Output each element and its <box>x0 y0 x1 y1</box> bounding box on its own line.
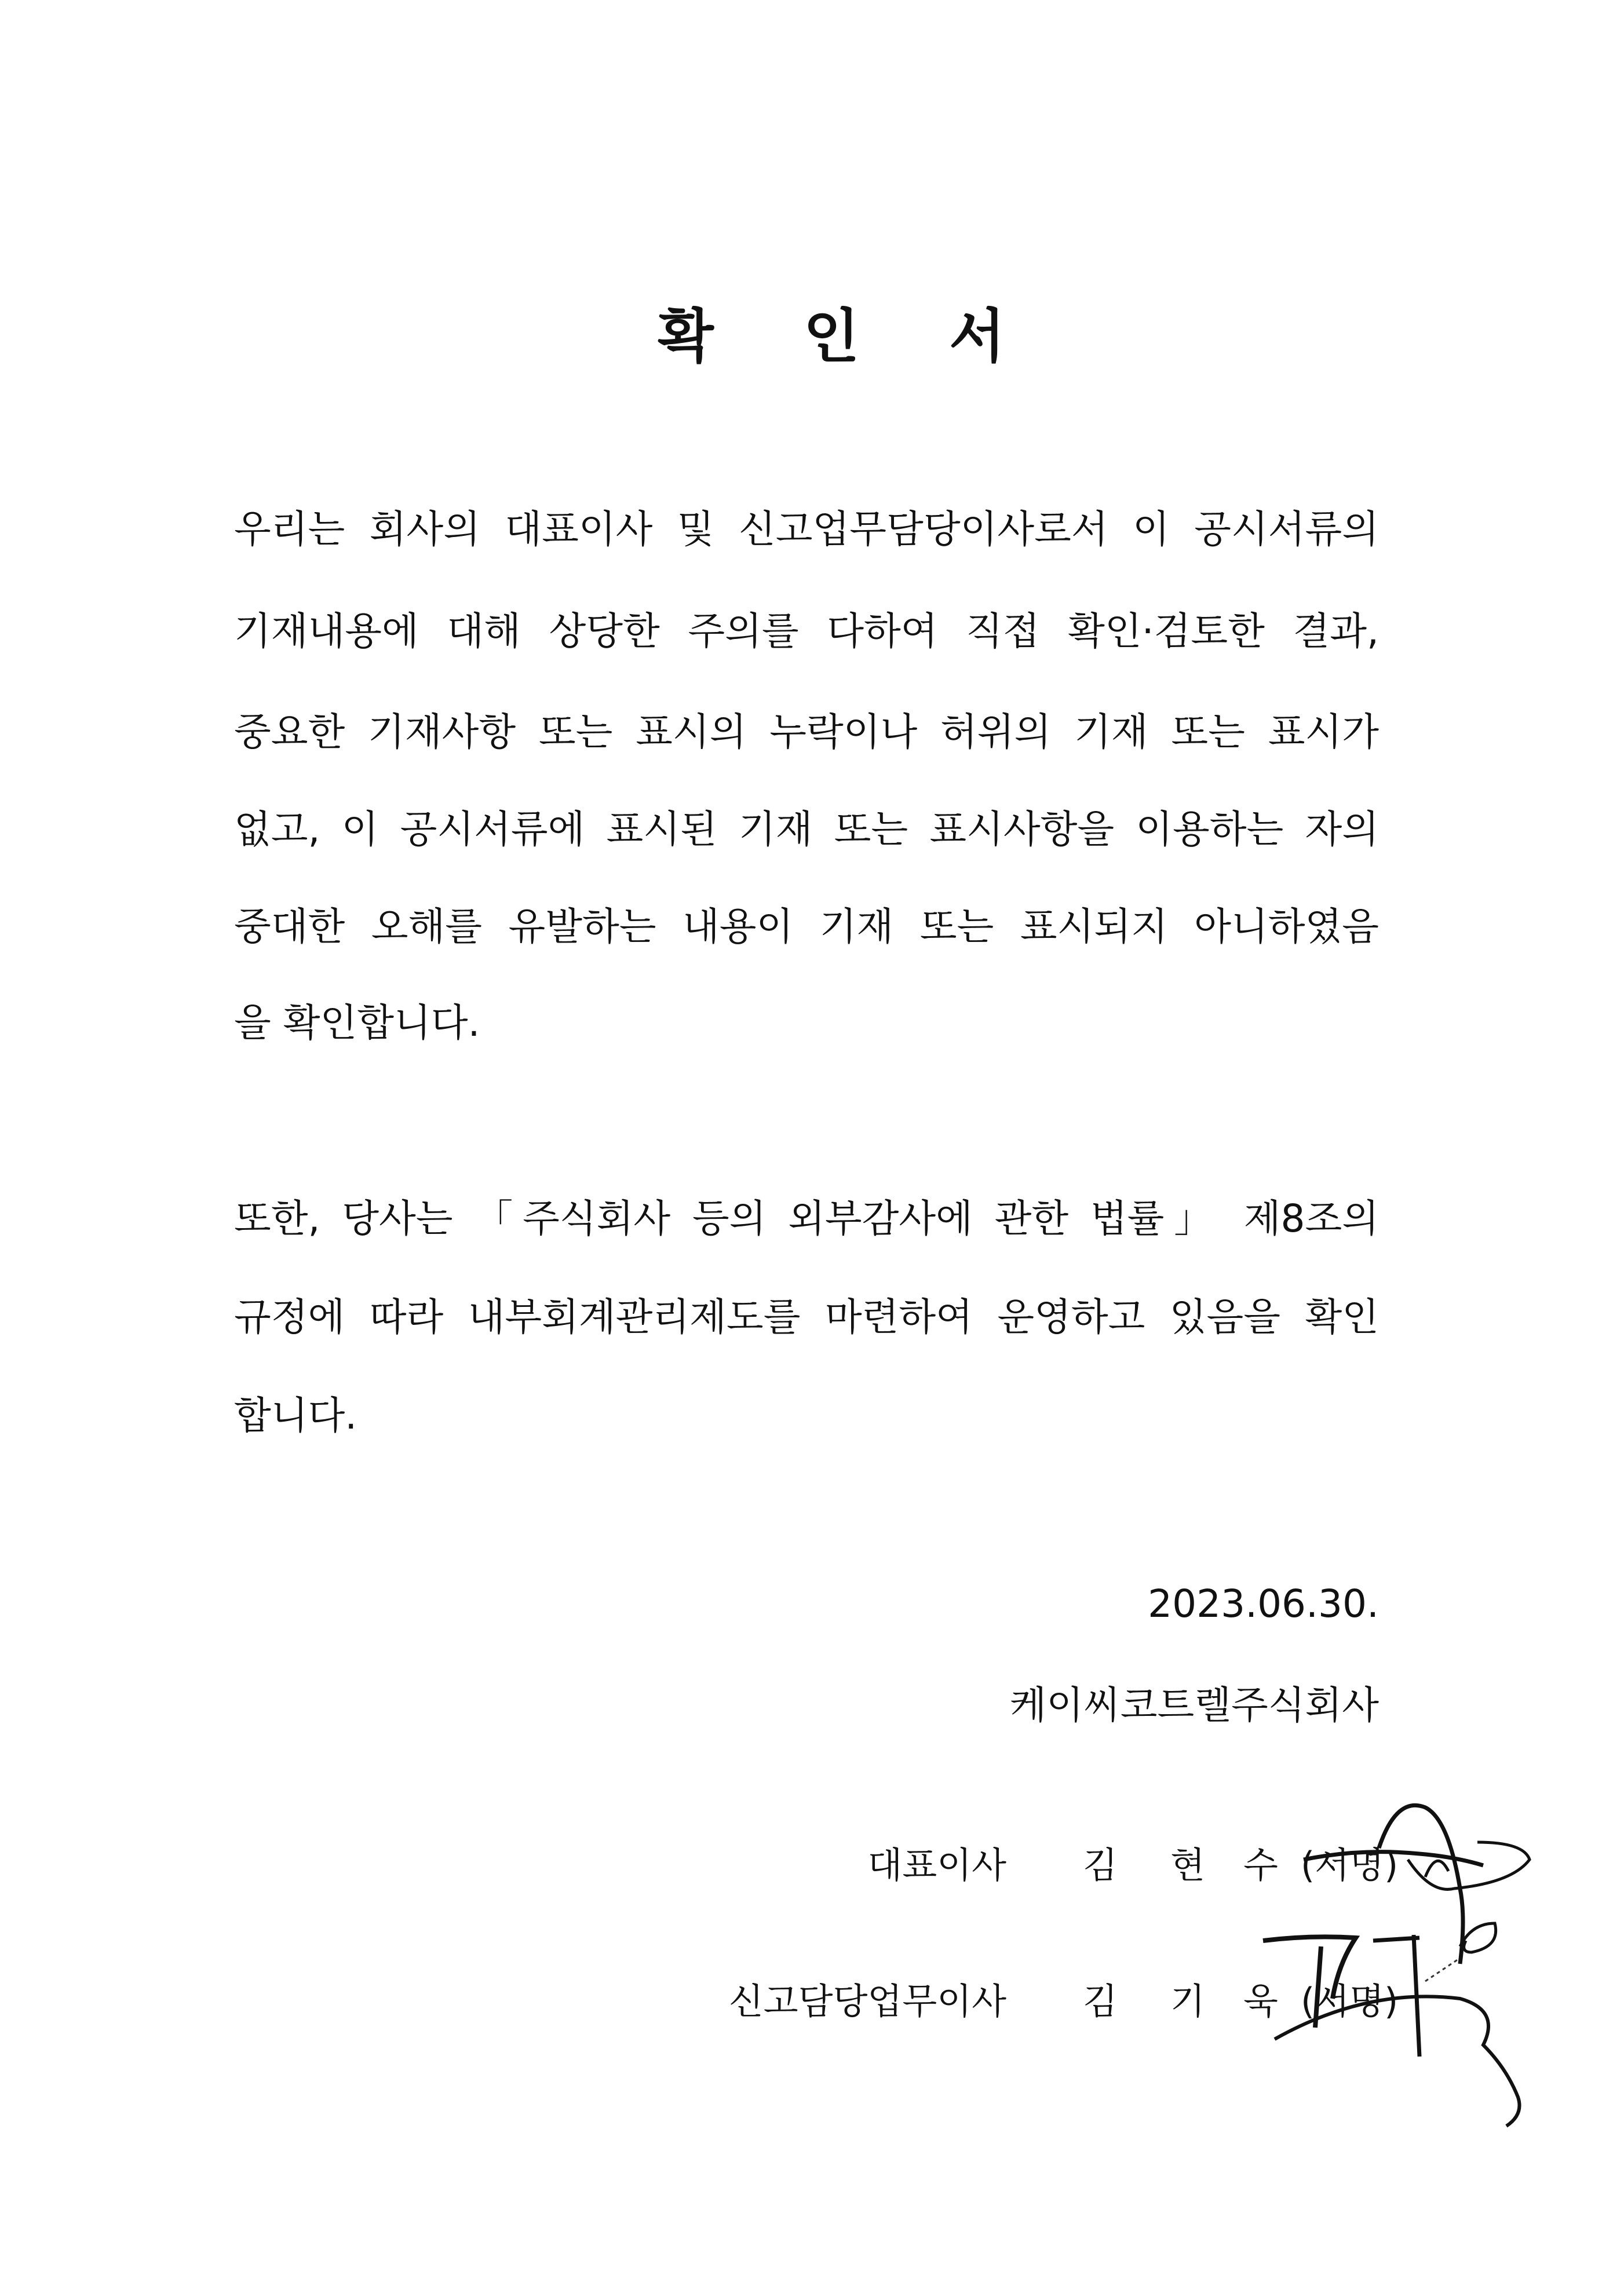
paragraph-line: 중대한 오해를 유발하는 내용이 기재 또는 표시되지 아니하였음 <box>234 904 1379 949</box>
company-name: 케이씨코트렐주식회사 <box>1009 1683 1379 1727</box>
signatory-name-char: 현 <box>1170 1844 1205 1886</box>
paragraph-line: 규정에 따라 내부회계관리제도를 마련하여 운영하고 있음을 확인 <box>234 1295 1379 1339</box>
paragraph-line: 없고, 이 공시서류에 표시된 기재 또는 표시사항을 이용하는 자의 <box>234 807 1379 852</box>
paragraph-line: 중요한 기재사항 또는 표시의 누락이나 허위의 기재 또는 표시가 <box>234 710 1379 754</box>
signatory-name-char: 기 <box>1170 1980 1205 2022</box>
signatory-role: 신고담당업무이사 <box>728 1980 1006 2022</box>
paragraph-line: 기재내용에 대해 상당한 주의를 다하여 직접 확인·검토한 결과, <box>234 609 1379 653</box>
signatory-name-char: 수 <box>1243 1844 1278 1886</box>
signatory-name-char: 김 <box>1083 1844 1118 1886</box>
document-date: 2023.06.30. <box>1148 1582 1379 1626</box>
sign-label: (서명) <box>1301 1844 1399 1886</box>
paragraph-line: 합니다. <box>234 1393 357 1438</box>
signatory-name-char: 욱 <box>1243 1980 1278 2022</box>
director-signature <box>1251 1912 1553 2132</box>
paragraph-line: 우리는 회사의 대표이사 및 신고업무담당이사로서 이 공시서류의 <box>234 507 1379 552</box>
paragraph-line: 또한, 당사는 「주식회사 등의 외부감사에 관한 법률」 제8조의 <box>234 1196 1379 1241</box>
signatory-role: 대표이사 <box>867 1844 1006 1886</box>
paragraph-line: 을 확인합니다. <box>234 1000 480 1045</box>
sign-label: (서명) <box>1301 1980 1399 2022</box>
document-title: 확 인 서 <box>658 302 1040 370</box>
signatory-name-char: 김 <box>1083 1980 1118 2022</box>
